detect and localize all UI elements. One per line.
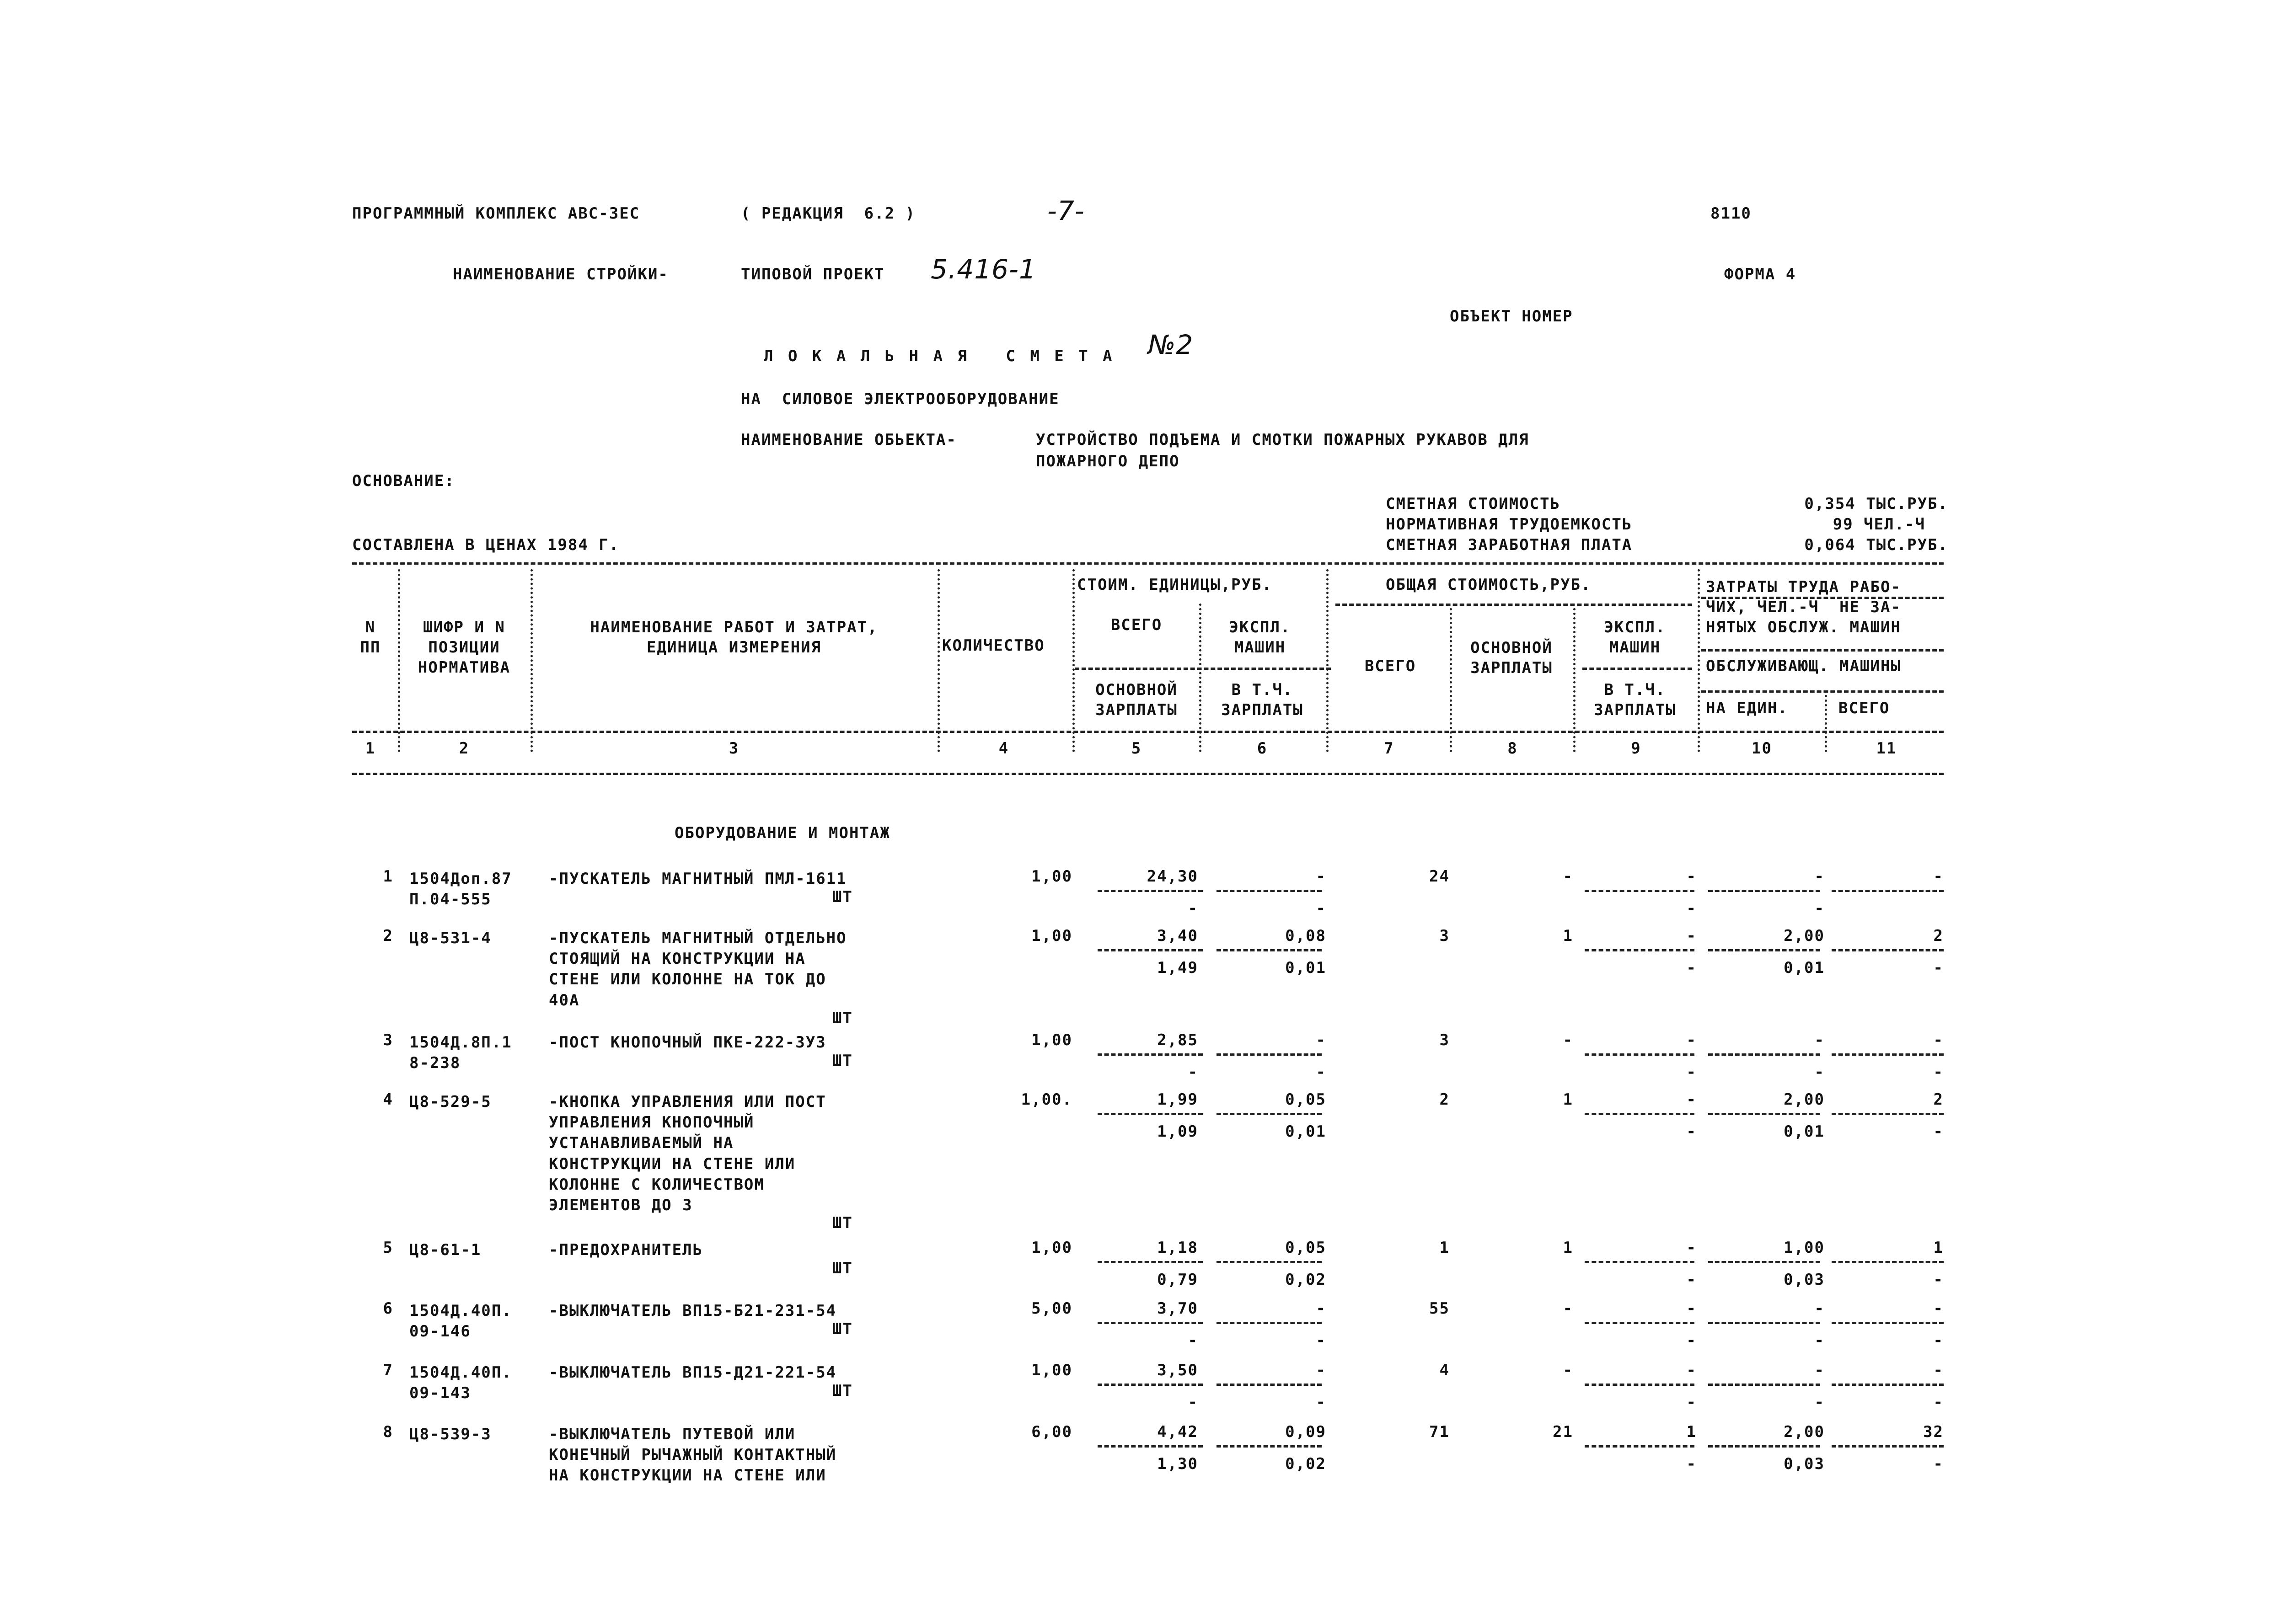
row-name: -ПОСТ КНОПОЧНЫЙ ПКЕ-222-3У3 [549, 1033, 826, 1052]
row-name: -ВЫКЛЮЧАТЕЛЬ ПУТЕВОЙ ИЛИ КОНЕЧНЫЙ РЫЧАЖНЫЙ КОНТАКТНЫЙ НА КОНСТРУКЦИИ НА СТЕНЕ ИЛИ [549, 1425, 837, 1485]
col-header-labor: ЗАТРАТЫ ТРУДА РАБО- ЧИХ, ЧЕЛ.-Ч НЕ ЗА- НЯТЫХ ОБСЛУЖ. МАШИН [1706, 578, 1901, 637]
table-numbers-rule [352, 773, 1944, 775]
row-number: 6 [383, 1299, 393, 1318]
cell-rule [1098, 890, 1203, 892]
cell-rule [1832, 1322, 1944, 1324]
row-unit-base-wage: - [1188, 899, 1198, 918]
cell-rule [1832, 890, 1944, 892]
col-number: 2 [459, 739, 470, 758]
row-quantity: 1,00 [1031, 1361, 1072, 1379]
row-quantity: 5,00 [1031, 1299, 1072, 1318]
row-unit: ШТ [832, 1320, 853, 1338]
row-labor-total: 2 [1933, 927, 1944, 945]
row-number: 7 [383, 1361, 393, 1379]
col-number: 7 [1384, 739, 1394, 758]
col-header-labor-sub: ОБСЛУЖИВАЮЩ. МАШИНЫ [1706, 657, 1901, 675]
row-unit: ШТ [832, 888, 853, 906]
row-total-machines: - [1686, 1031, 1697, 1049]
row-name: -ПРЕДОХРАНИТЕЛЬ [549, 1241, 703, 1259]
row-total-all: 1 [1439, 1239, 1450, 1257]
row-labor-total-b: - [1933, 959, 1944, 977]
row-unit-total: 24,30 [1147, 867, 1198, 886]
col-number: 8 [1507, 739, 1518, 758]
doc-code: 8110 [1710, 204, 1752, 223]
row-labor-total-b: - [1933, 1331, 1944, 1350]
row-unit-incl-wage: 0,02 [1285, 1271, 1326, 1289]
row-unit-base-wage: 0,79 [1157, 1271, 1198, 1289]
row-code: Ц8-539-3 [409, 1425, 492, 1443]
col-separator [1698, 569, 1700, 752]
cell-rule [1098, 1384, 1203, 1386]
cell-rule [1098, 1445, 1203, 1448]
row-labor-unit-b: - [1814, 1063, 1825, 1081]
cell-rule [1585, 1322, 1694, 1324]
document-title: Л О К А Л Ь Н А Я С М Е Т А [764, 347, 1115, 365]
page-mark: -7- [1047, 195, 1085, 226]
row-unit: ШТ [832, 1214, 853, 1232]
row-labor-total-b: - [1933, 1063, 1944, 1081]
row-labor-total: 2 [1933, 1090, 1944, 1109]
row-labor-unit-b: - [1814, 1331, 1825, 1350]
cell-rule [1708, 1261, 1820, 1263]
row-labor-total: 1 [1933, 1239, 1944, 1257]
construction-label: НАИМЕНОВАНИЕ СТРОЙКИ- [453, 265, 669, 283]
row-unit-incl-wage: - [1316, 1393, 1326, 1411]
row-total-all: 55 [1429, 1299, 1450, 1318]
row-total-all: 71 [1429, 1423, 1450, 1441]
row-total-incl-wage: - [1686, 1331, 1697, 1350]
cell-rule [1708, 949, 1820, 951]
row-unit-base-wage: 1,30 [1157, 1455, 1198, 1473]
row-unit-machines: 0,09 [1285, 1423, 1326, 1441]
cell-rule [1708, 1322, 1820, 1324]
row-code: Ц8-529-5 [409, 1093, 492, 1111]
edition: ( РЕДАКЦИЯ 6.2 ) [741, 204, 916, 223]
row-unit-machines: 0,05 [1285, 1090, 1326, 1109]
row-labor-unit: - [1814, 1361, 1825, 1379]
row-total-machines: - [1686, 1090, 1697, 1109]
row-number: 5 [383, 1239, 393, 1257]
object-label: НАИМЕНОВАНИЕ ОБЬЕКТА- [741, 431, 957, 449]
cell-rule [1217, 949, 1322, 951]
col-header-total-base-wage: ОСНОВНОЙ ЗАРПЛАТЫ [1470, 639, 1553, 678]
cell-rule [1098, 1113, 1203, 1115]
col-separator [398, 569, 400, 752]
row-total-machines: - [1686, 1361, 1697, 1379]
row-unit-total: 4,42 [1157, 1423, 1198, 1441]
row-total-machines: - [1686, 927, 1697, 945]
row-total-incl-wage: - [1686, 1455, 1697, 1473]
col-number: 9 [1631, 739, 1641, 758]
col-separator [531, 569, 533, 752]
cell-rule [1832, 1053, 1944, 1056]
col-header-total-cost: ОБЩАЯ СТОИМОСТЬ,РУБ. [1386, 576, 1592, 594]
row-unit-base-wage: - [1188, 1063, 1198, 1081]
row-unit: ШТ [832, 1052, 853, 1070]
row-unit-base-wage: 1,09 [1157, 1122, 1198, 1141]
col-number: 5 [1131, 739, 1142, 758]
summary-label-wage: СМЕТНАЯ ЗАРАБОТНАЯ ПЛАТА [1386, 536, 1633, 554]
cell-rule [1585, 949, 1694, 951]
row-unit: ШТ [832, 1009, 853, 1027]
col-header-unit-machines: ЭКСПЛ. МАШИН [1229, 618, 1291, 657]
header-rule [1075, 668, 1331, 670]
cell-rule [1585, 1384, 1694, 1386]
row-unit-base-wage: 1,49 [1157, 959, 1198, 977]
row-total-base-wage: 21 [1553, 1423, 1573, 1441]
row-unit-machines: 0,05 [1285, 1239, 1326, 1257]
basis-label: ОСНОВАНИЕ: [352, 472, 455, 490]
row-unit-machines: 0,08 [1285, 927, 1326, 945]
row-total-base-wage: - [1563, 1031, 1573, 1049]
col-number: 10 [1752, 739, 1772, 758]
row-total-all: 4 [1439, 1361, 1450, 1379]
row-labor-unit: 2,00 [1784, 927, 1825, 945]
row-total-machines: - [1686, 867, 1697, 886]
row-code: 1504Д.8П.1 8-238 [409, 1033, 512, 1073]
row-unit-incl-wage: 0,02 [1285, 1455, 1326, 1473]
header-rule [1701, 597, 1944, 599]
row-unit-total: 3,40 [1157, 927, 1198, 945]
row-code: Ц8-531-4 [409, 929, 492, 947]
row-labor-unit-b: 0,01 [1784, 1122, 1825, 1141]
header-rule [1335, 604, 1692, 606]
cell-rule [1585, 890, 1694, 892]
object-value-line1: УСТРОЙСТВО ПОДЪЕМА И СМОТКИ ПОЖАРНЫХ РУКАВОВ ДЛЯ [1036, 431, 1529, 449]
header-rule [1701, 649, 1944, 652]
cell-rule [1217, 1053, 1322, 1056]
row-name: -ВЫКЛЮЧАТЕЛЬ ВП15-Д21-221-54 [549, 1363, 837, 1382]
summary-value-labor: 99 ЧЕЛ.-Ч [1833, 515, 1925, 534]
row-total-all: 2 [1439, 1090, 1450, 1109]
cell-rule [1098, 1261, 1203, 1263]
col-number: 3 [729, 739, 740, 758]
row-labor-total: - [1933, 867, 1944, 886]
col-header-qty: КОЛИЧЕСТВО [942, 636, 1045, 655]
section-title: ОБОРУДОВАНИЕ И МОНТАЖ [675, 824, 890, 842]
cell-rule [1832, 1384, 1944, 1386]
row-labor-unit-b: - [1814, 1393, 1825, 1411]
row-labor-unit-b: - [1814, 899, 1825, 918]
row-total-base-wage: - [1563, 1361, 1573, 1379]
row-unit-incl-wage: 0,01 [1285, 1122, 1326, 1141]
cell-rule [1217, 1445, 1322, 1448]
summary-value-wage: 0,064 ТЫС.РУБ. [1804, 536, 1948, 554]
row-unit-total: 2,85 [1157, 1031, 1198, 1049]
col-header-labor-unit: НА ЕДИН. [1706, 699, 1788, 717]
cell-rule [1217, 1113, 1322, 1115]
row-total-base-wage: - [1563, 1299, 1573, 1318]
row-unit-incl-wage: 0,01 [1285, 959, 1326, 977]
row-total-base-wage: 1 [1563, 1090, 1573, 1109]
row-labor-total-b: - [1933, 1271, 1944, 1289]
row-quantity: 1,00 [1031, 1031, 1072, 1049]
cell-rule [1708, 1053, 1820, 1056]
cell-rule [1098, 1053, 1203, 1056]
row-quantity: 1,00 [1031, 867, 1072, 886]
row-unit-machines: - [1316, 867, 1326, 886]
document-number: №2 [1148, 329, 1194, 360]
cell-rule [1585, 1053, 1694, 1056]
row-name: -ПУСКАТЕЛЬ МАГНИТНЫЙ ОТДЕЛЬНО СТОЯЩИЙ НА КОНСТРУКЦИИ НА СТЕНЕ ИЛИ КОЛОННЕ НА ТОК ДО 40А [549, 929, 847, 1010]
cell-rule [1708, 1445, 1820, 1448]
row-total-base-wage: 1 [1563, 1239, 1573, 1257]
cell-rule [1585, 1261, 1694, 1263]
row-total-incl-wage: - [1686, 1063, 1697, 1081]
col-header-name: НАИМЕНОВАНИЕ РАБОТ И ЗАТРАТ, ЕДИНИЦА ИЗМЕРЕНИЯ [590, 618, 878, 657]
cell-rule [1708, 890, 1820, 892]
row-name: -ВЫКЛЮЧАТЕЛЬ ВП15-Б21-231-54 [549, 1302, 837, 1320]
row-quantity: 1,00. [1021, 1090, 1072, 1109]
cell-rule [1217, 890, 1322, 892]
row-labor-total-b: - [1933, 1122, 1944, 1141]
col-header-unit-incl-wage: В Т.Ч. ЗАРПЛАТЫ [1221, 681, 1303, 720]
row-unit-base-wage: - [1188, 1393, 1198, 1411]
row-labor-total: - [1933, 1299, 1944, 1318]
row-total-machines: 1 [1686, 1423, 1697, 1441]
row-total-incl-wage: - [1686, 1393, 1697, 1411]
row-total-incl-wage: - [1686, 899, 1697, 918]
cell-rule [1832, 1113, 1944, 1115]
header-rule [1701, 690, 1944, 693]
col-separator [1326, 569, 1329, 752]
col-separator [938, 569, 940, 752]
col-header-n: N ПП [360, 618, 381, 657]
row-code: 1504Д.40П. 09-146 [409, 1302, 512, 1341]
row-labor-unit-b: 0,03 [1784, 1455, 1825, 1473]
row-code: 1504Доп.87 П.04-555 [409, 870, 512, 909]
row-labor-unit: 2,00 [1784, 1090, 1825, 1109]
summary-label-labor: НОРМАТИВНАЯ ТРУДОЕМКОСТЬ [1386, 515, 1633, 534]
row-unit-total: 3,50 [1157, 1361, 1198, 1379]
col-separator [1825, 695, 1827, 752]
col-number: 6 [1257, 739, 1268, 758]
cell-rule [1098, 949, 1203, 951]
row-unit-incl-wage: - [1316, 899, 1326, 918]
program-name: ПРОГРАММНЫЙ КОМПЛЕКС АВС-3ЕС [352, 204, 640, 223]
col-number: 1 [365, 739, 376, 758]
row-unit-incl-wage: - [1316, 1063, 1326, 1081]
row-unit-incl-wage: - [1316, 1331, 1326, 1350]
row-total-base-wage: 1 [1563, 927, 1573, 945]
row-number: 8 [383, 1423, 393, 1441]
row-unit-total: 3,70 [1157, 1299, 1198, 1318]
row-code: 1504Д.40П. 09-143 [409, 1363, 512, 1403]
cell-rule [1708, 1384, 1820, 1386]
col-header-unit-base-wage: ОСНОВНОЙ ЗАРПЛАТЫ [1095, 681, 1178, 720]
row-name: -ПУСКАТЕЛЬ МАГНИТНЫЙ ПМЛ-1611 [549, 870, 847, 888]
cell-rule [1585, 1445, 1694, 1448]
row-unit: ШТ [832, 1259, 853, 1277]
col-header-unit-cost: СТОИМ. ЕДИНИЦЫ,РУБ. [1077, 576, 1272, 594]
row-quantity: 1,00 [1031, 927, 1072, 945]
col-header-total-all: ВСЕГО [1364, 657, 1416, 675]
row-labor-total: - [1933, 1031, 1944, 1049]
row-labor-unit-b: 0,01 [1784, 959, 1825, 977]
row-unit-machines: - [1316, 1299, 1326, 1318]
cell-rule [1832, 949, 1944, 951]
row-labor-unit: - [1814, 1299, 1825, 1318]
row-total-base-wage: - [1563, 867, 1573, 886]
cell-rule [1832, 1445, 1944, 1448]
row-number: 4 [383, 1090, 393, 1109]
prices-basis: СОСТАВЛЕНА В ЦЕНАХ 1984 Г. [352, 536, 620, 554]
row-labor-total-b: - [1933, 1393, 1944, 1411]
row-number: 1 [383, 867, 393, 886]
summary-label-cost: СМЕТНАЯ СТОИМОСТЬ [1386, 495, 1560, 513]
row-unit-machines: - [1316, 1031, 1326, 1049]
row-total-incl-wage: - [1686, 1271, 1697, 1289]
cell-rule [1217, 1261, 1322, 1263]
form-number: ФОРМА 4 [1724, 265, 1796, 283]
row-unit: ШТ [832, 1382, 853, 1400]
row-quantity: 6,00 [1031, 1423, 1072, 1441]
header-rule [1582, 668, 1692, 670]
construction-value: ТИПОВОЙ ПРОЕКТ [741, 265, 885, 283]
table-top-rule [352, 562, 1944, 565]
row-number: 3 [383, 1031, 393, 1049]
col-header-labor-total: ВСЕГО [1838, 699, 1890, 717]
project-number: 5.416-1 [931, 254, 1036, 285]
cell-rule [1585, 1113, 1694, 1115]
col-number: 11 [1876, 739, 1897, 758]
row-unit-machines: - [1316, 1361, 1326, 1379]
row-unit-base-wage: - [1188, 1331, 1198, 1350]
row-code: Ц8-61-1 [409, 1241, 482, 1259]
row-total-all: 3 [1439, 1031, 1450, 1049]
row-total-machines: - [1686, 1239, 1697, 1257]
summary-value-cost: 0,354 ТЫС.РУБ. [1804, 495, 1948, 513]
row-name: -КНОПКА УПРАВЛЕНИЯ ИЛИ ПОСТ УПРАВЛЕНИЯ КНОПОЧНЫЙ УСТАНАВЛИВАЕМЫЙ НА КОНСТРУКЦИИ НА СТЕНЕ ИЛИ КОЛОННЕ С КОЛИЧЕСТВОМ ЭЛЕМЕНТОВ ДО 3 [549, 1093, 826, 1215]
row-labor-total: 32 [1923, 1423, 1944, 1441]
cell-rule [1832, 1261, 1944, 1263]
cell-rule [1098, 1322, 1203, 1324]
col-header-total-incl-wage: В Т.Ч. ЗАРПЛАТЫ [1594, 681, 1676, 720]
col-header-unit-total: ВСЕГО [1110, 616, 1163, 634]
row-labor-unit: 2,00 [1784, 1423, 1825, 1441]
col-number: 4 [998, 739, 1009, 758]
row-labor-total-b: - [1933, 1455, 1944, 1473]
row-unit-total: 1,18 [1157, 1239, 1198, 1257]
col-separator [1199, 604, 1201, 752]
col-header-code: ШИФР И N ПОЗИЦИИ НОРМАТИВА [418, 618, 511, 677]
cell-rule [1217, 1322, 1322, 1324]
row-unit-total: 1,99 [1157, 1090, 1198, 1109]
row-total-incl-wage: - [1686, 959, 1697, 977]
row-labor-unit: - [1814, 1031, 1825, 1049]
row-labor-total: - [1933, 1361, 1944, 1379]
row-labor-unit: - [1814, 867, 1825, 886]
row-labor-unit-b: 0,03 [1784, 1271, 1825, 1289]
row-total-incl-wage: - [1686, 1122, 1697, 1141]
row-total-all: 24 [1429, 867, 1450, 886]
col-header-total-machines: ЭКСПЛ. МАШИН [1604, 618, 1666, 657]
row-quantity: 1,00 [1031, 1239, 1072, 1257]
col-separator [1072, 569, 1075, 752]
row-total-machines: - [1686, 1299, 1697, 1318]
object-value-line2: ПОЖАРНОГО ДЕПО [1036, 452, 1180, 470]
object-number-label: ОБЪЕКТ НОМЕР [1450, 307, 1573, 326]
row-labor-unit: 1,00 [1784, 1239, 1825, 1257]
row-number: 2 [383, 927, 393, 945]
header-bottom-rule [352, 731, 1944, 733]
cell-rule [1708, 1113, 1820, 1115]
cell-rule [1217, 1384, 1322, 1386]
row-total-all: 3 [1439, 927, 1450, 945]
document-subtitle: НА СИЛОВОЕ ЭЛЕКТРООБОРУДОВАНИЕ [741, 390, 1060, 408]
